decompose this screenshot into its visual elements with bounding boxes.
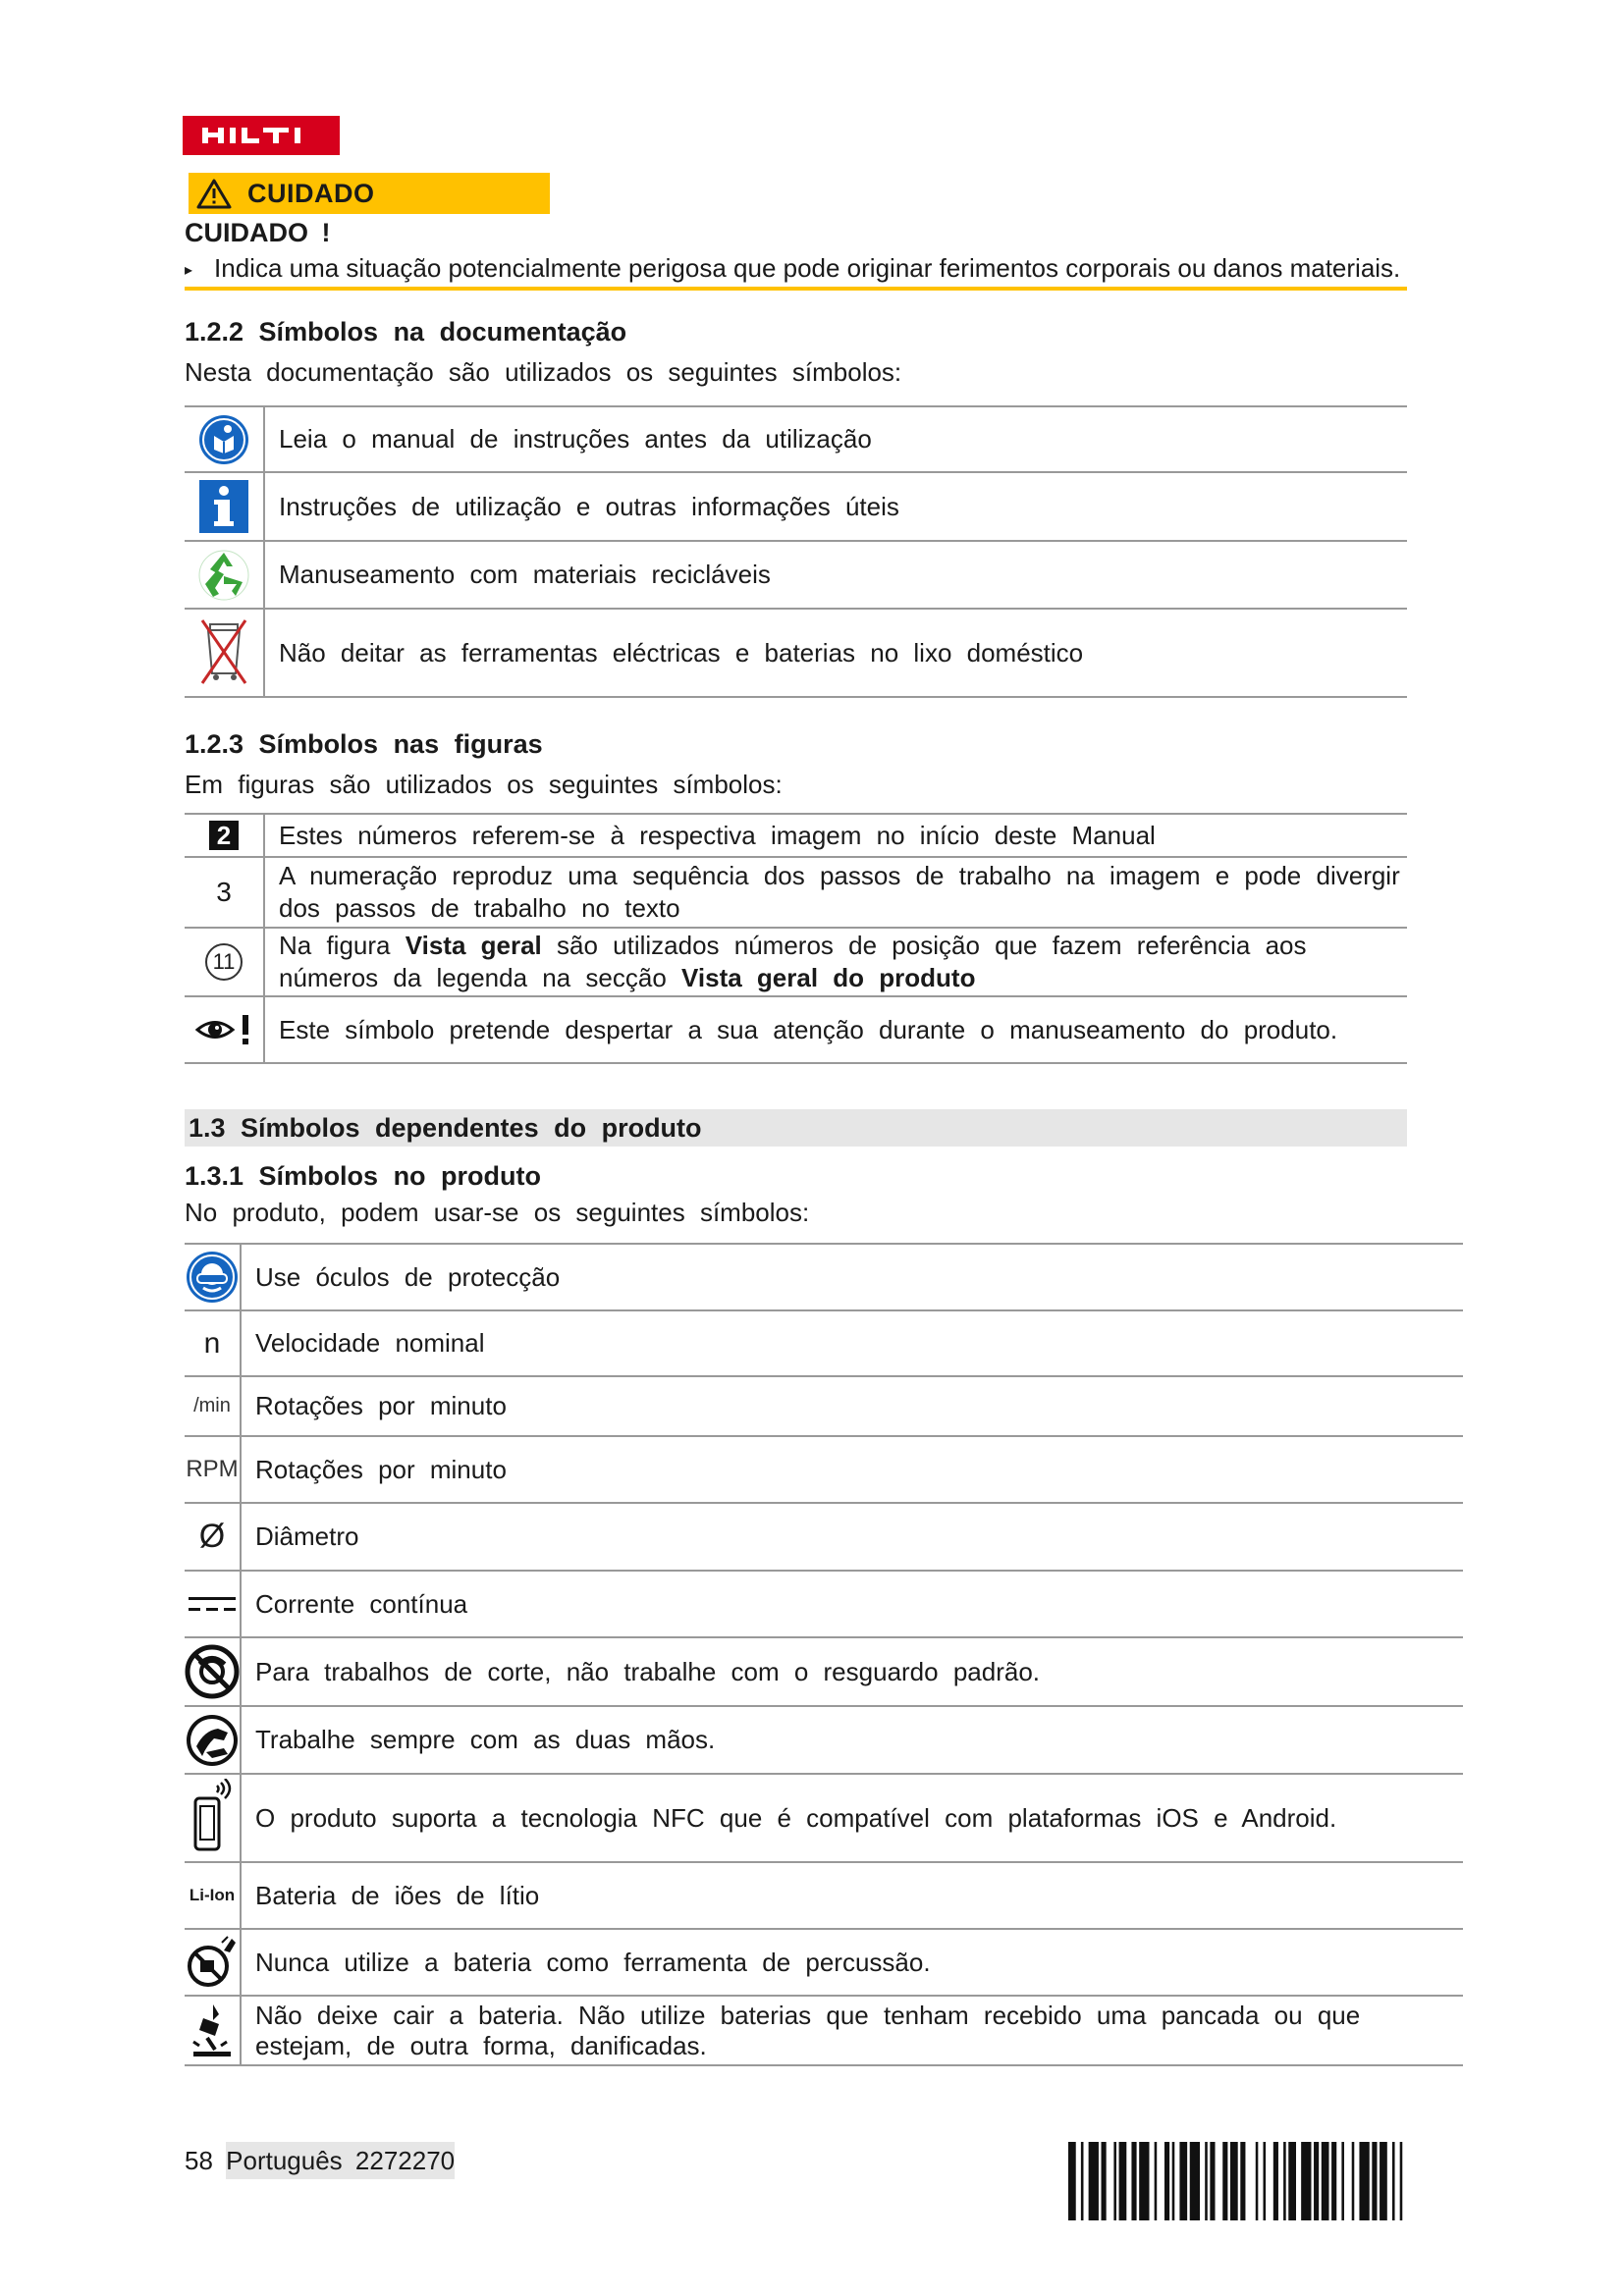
table-row — [185, 1571, 1463, 1637]
table-row — [185, 1503, 1463, 1571]
two-hands-icon — [185, 1713, 240, 1768]
table-row — [185, 1376, 1463, 1436]
table-cell: Estes números referem-se à respectiva imagem no início deste Manual — [264, 814, 1407, 857]
doc-symbols-table — [185, 405, 1407, 698]
table-cell: Bateria de iões de lítio — [241, 1862, 1463, 1929]
section-122-intro: Nesta documentação são utilizados os seguintes símbolos: — [185, 357, 902, 387]
text-part: são utilizados números de posição que fazem referência aos números da legenda na secção — [279, 931, 1307, 992]
table-row — [185, 1310, 1463, 1376]
warning-text: Indica uma situação potencialmente perigosa que pode originar ferimentos corporais ou danos materiais. — [214, 253, 1401, 283]
warning-bar-label: CUIDADO — [247, 178, 375, 208]
table-cell: Use óculos de protecção — [241, 1244, 1463, 1310]
footer-language: Português — [226, 2146, 343, 2175]
table-row — [185, 1862, 1463, 1929]
li-ion-icon: Li-Ion — [189, 1886, 236, 1904]
table-cell: Corrente contínua — [241, 1571, 1463, 1637]
table-cell — [264, 928, 1407, 996]
warning-heading-word: CUIDADO — [185, 218, 308, 247]
figure-number-icon: 2 — [209, 821, 239, 850]
table-cell: Instruções de utilização e outras informações úteis — [264, 472, 1407, 541]
table-cell-text: Não deixe cair a bateria. Não utilize baterias que tenham recebido uma pancada ou que estejam, de outra forma, danificadas. — [255, 2000, 1361, 2060]
table-row — [185, 1996, 1463, 2065]
warning-bar — [189, 173, 550, 214]
text-part-bold: Vista geral do produto — [681, 963, 976, 992]
table-cell: Não deitar as ferramentas eléctricas e baterias no lixo doméstico — [264, 609, 1407, 697]
rpm-icon: RPM — [186, 1456, 239, 1482]
warning-heading-mark: ! — [321, 218, 331, 247]
warning-heading — [185, 218, 331, 248]
footer-doc-number: 2272270 — [354, 2146, 456, 2175]
per-minute-icon: /min — [193, 1395, 231, 1416]
table-row — [185, 1706, 1463, 1774]
info-icon — [199, 480, 248, 533]
step-number-icon: 3 — [216, 877, 232, 907]
table-row — [185, 406, 1407, 472]
table-row — [185, 1244, 1463, 1310]
table-cell: Velocidade nominal — [241, 1310, 1463, 1376]
table-cell: Nunca utilize a bateria como ferramenta de percussão. — [241, 1929, 1463, 1996]
bullet-arrow-icon: ▸ — [185, 262, 193, 280]
table-cell: Manuseamento com materiais recicláveis — [264, 541, 1407, 609]
warning-rule — [185, 287, 1407, 291]
safety-goggles-icon — [186, 1251, 239, 1304]
table-cell: O produto suporta a tecnologia NFC que é compatível com plataformas iOS e Android. — [241, 1774, 1463, 1862]
nominal-speed-icon: n — [203, 1326, 221, 1360]
hilti-logo — [183, 116, 340, 155]
table-cell: Trabalhe sempre com as duas mãos. — [241, 1706, 1463, 1774]
product-symbols-table — [185, 1243, 1463, 2066]
text-part-bold: Vista geral — [405, 931, 542, 960]
table-cell: Diâmetro — [241, 1503, 1463, 1571]
section-122-title: 1.2.2 Símbolos na documentação — [185, 317, 627, 347]
table-cell: Para trabalhos de corte, não trabalhe com o resguardo padrão. — [241, 1637, 1463, 1706]
table-row — [185, 814, 1407, 857]
section-123-intro: Em figuras são utilizados os seguintes símbolos: — [185, 770, 783, 799]
section-13-title: 1.3 Símbolos dependentes do produto — [189, 1112, 702, 1143]
table-cell: A numeração reproduz uma sequência dos passos de trabalho na imagem e pode divergir dos passos de trabalho no texto — [264, 857, 1407, 928]
attention-eye-icon — [195, 1013, 252, 1046]
figure-symbols-table — [185, 813, 1407, 1064]
table-cell: Leia o manual de instruções antes da utilização — [264, 406, 1407, 472]
table-row — [185, 1637, 1463, 1706]
barcode-icon — [1068, 2142, 1410, 2220]
table-row — [185, 996, 1407, 1063]
page-footer — [185, 2146, 455, 2176]
table-cell: Rotações por minuto — [241, 1436, 1463, 1503]
nfc-phone-icon — [188, 1779, 237, 1857]
position-number-icon: 11 — [205, 943, 243, 981]
crossed-bin-icon — [198, 614, 249, 691]
recycle-icon — [197, 549, 250, 602]
text-part: Na figura — [279, 931, 406, 960]
table-row — [185, 541, 1407, 609]
section-13-header — [185, 1109, 1407, 1147]
footer-language-doc — [226, 2142, 455, 2179]
table-row — [185, 1436, 1463, 1503]
section-123-title: 1.2.3 Símbolos nas figuras — [185, 729, 543, 759]
table-row — [185, 472, 1407, 541]
table-row — [185, 928, 1407, 996]
table-cell — [241, 1996, 1463, 2065]
page-number: 58 — [185, 2146, 213, 2175]
table-row — [185, 857, 1407, 928]
section-131-intro: No produto, podem usar-se os seguintes símbolos: — [185, 1198, 810, 1227]
table-cell: Rotações por minuto — [241, 1376, 1463, 1436]
table-row — [185, 609, 1407, 697]
direct-current-icon — [187, 1593, 238, 1615]
warning-triangle-icon — [196, 178, 232, 209]
warning-text-line — [185, 253, 1407, 284]
no-standard-guard-icon — [185, 1644, 240, 1699]
battery-drop-icon — [189, 2002, 235, 2059]
table-cell: Este símbolo pretende despertar a sua atenção durante o manuseamento do produto. — [264, 996, 1407, 1063]
read-manual-icon — [198, 414, 249, 465]
section-131-title: 1.3.1 Símbolos no produto — [185, 1161, 542, 1191]
diameter-icon: Ø — [198, 1518, 226, 1555]
table-row — [185, 1774, 1463, 1862]
table-row — [185, 1929, 1463, 1996]
no-hammer-battery-icon — [187, 1935, 238, 1990]
